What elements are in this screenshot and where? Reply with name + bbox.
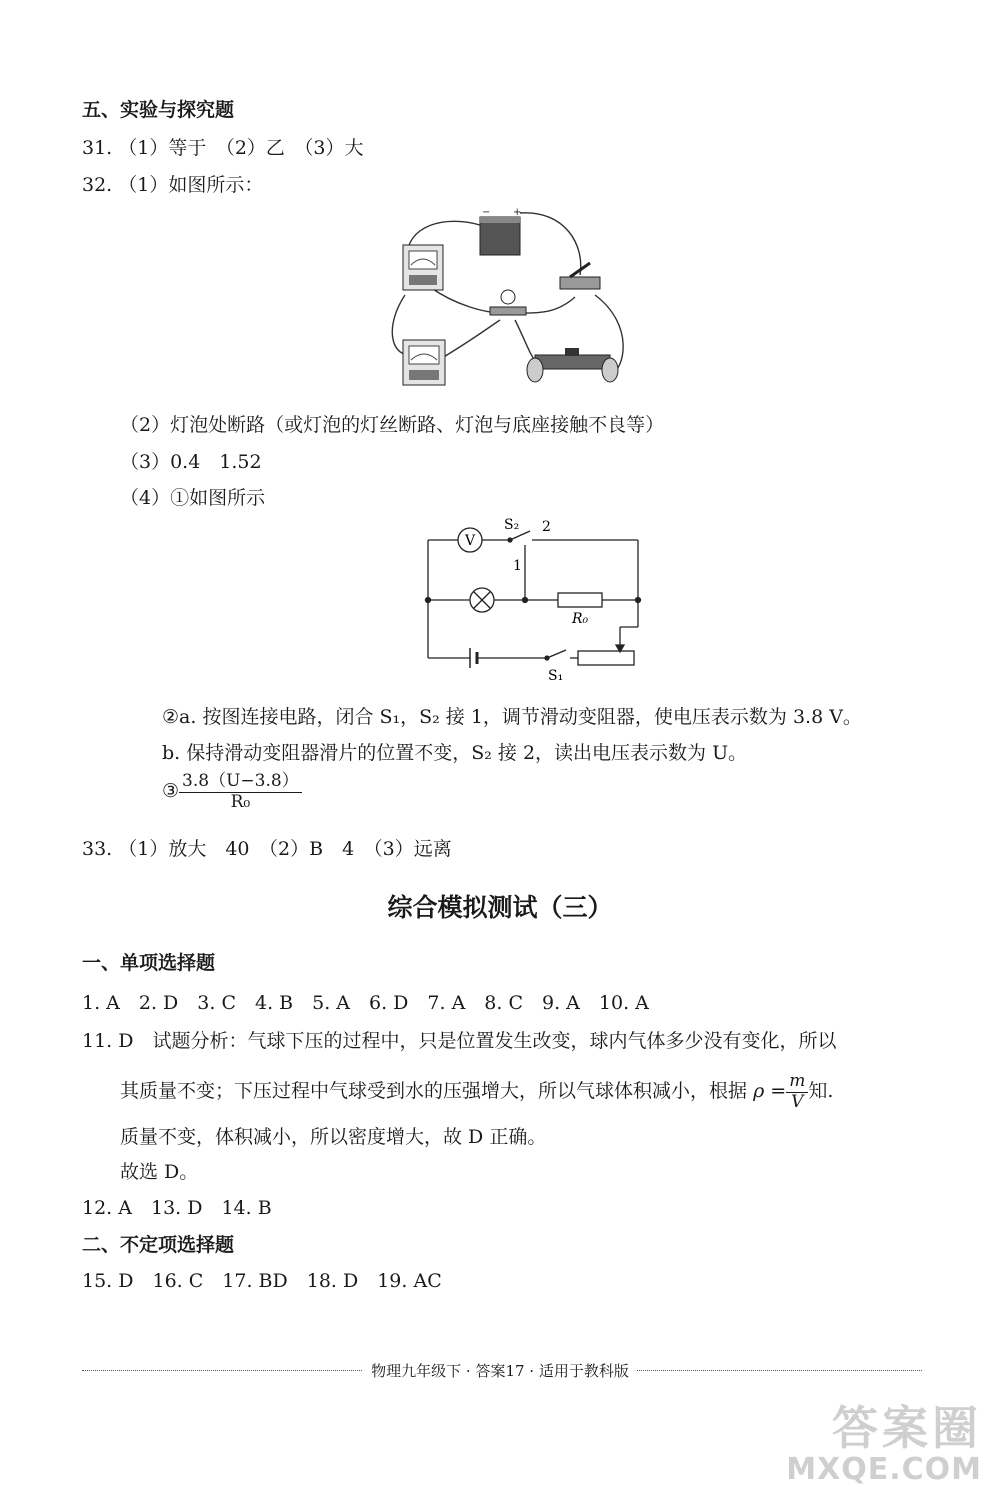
density-fraction bbox=[786, 1072, 808, 1112]
light-bulb-icon bbox=[490, 290, 526, 315]
fraction bbox=[179, 772, 302, 812]
label-r0: R₀ bbox=[572, 611, 589, 627]
section-heading-single-choice: 一、单项选择题 bbox=[82, 952, 216, 974]
resistor-r0 bbox=[558, 593, 602, 607]
battery-icon bbox=[480, 207, 521, 255]
answer-row-12-14: 12. A 13. D 14. B bbox=[82, 1197, 272, 1219]
footer-text: 物理九年级下 · 答案17 · 适用于教科版 bbox=[363, 1362, 637, 1380]
svg-text:+: + bbox=[513, 207, 522, 218]
step-3-prefix: ③ bbox=[162, 780, 180, 803]
q11-text: 其质量不变；下压过程中气球受到水的压强增大，所以气球体积减小，根据 bbox=[120, 1080, 748, 1103]
answer-q32-4: （4）①如图所示 bbox=[120, 487, 266, 509]
fraction-numerator: 3.8（U−3.8） bbox=[179, 772, 302, 793]
label-2: 2 bbox=[542, 519, 551, 535]
switch-s1 bbox=[547, 650, 566, 658]
section-heading-experiment: 五、实验与探究题 bbox=[82, 99, 235, 121]
answer-q33: 33. （1）放大 40 （2）B 4 （3）远离 bbox=[82, 838, 452, 860]
step-a: ②a. 按图连接电路，闭合 S₁，S₂ 接 1，调节滑动变阻器，使电压表示数为 3.8 V。 bbox=[162, 706, 862, 728]
rheostat-symbol bbox=[578, 651, 634, 665]
answer-q11-line-2 bbox=[120, 1072, 833, 1112]
switch-icon bbox=[560, 263, 600, 289]
label-s2: S₂ bbox=[504, 517, 520, 533]
voltmeter-icon bbox=[403, 340, 445, 385]
answer-q31: 31. （1）等于 （2）乙 （3）大 bbox=[82, 137, 364, 159]
q11-text-end: 知. bbox=[808, 1080, 834, 1103]
fraction-denominator: R₀ bbox=[230, 791, 251, 812]
answer-q11-line-1: 11. D 试题分析：气球下压的过程中，只是位置发生改变，球内气体多少没有变化，所以 bbox=[82, 1030, 837, 1052]
circuit-diagram bbox=[420, 515, 645, 685]
answer-row-15-19: 15. D 16. C 17. BD 18. D 19. AC bbox=[82, 1270, 442, 1292]
answer-q11-line-4: 故选 D。 bbox=[120, 1161, 199, 1183]
rheostat-icon bbox=[527, 348, 618, 382]
step-b: b. 保持滑动变阻器滑片的位置不变，S₂ 接 2，读出电压表示数为 U。 bbox=[162, 742, 748, 764]
answer-row-1-10: 1. A 2. D 3. C 4. B 5. A 6. D 7. A 8. C 9. A 10. A bbox=[82, 992, 649, 1014]
step-3-formula bbox=[162, 772, 302, 812]
watermark-url: MXQE.COM bbox=[786, 1452, 982, 1487]
answer-q32-2: （2）灯泡处断路（或灯泡的灯丝断路、灯泡与底座接触不良等） bbox=[120, 414, 665, 436]
volume-symbol: V bbox=[791, 1091, 804, 1112]
answer-q11-line-3: 质量不变，体积减小，所以密度增大，故 D 正确。 bbox=[120, 1126, 547, 1148]
wire bbox=[515, 320, 535, 360]
watermark-logo bbox=[786, 1392, 982, 1487]
watermark-text: 答案圈 bbox=[832, 1401, 982, 1455]
label-v: V bbox=[464, 533, 476, 549]
equipment-diagram bbox=[385, 205, 635, 400]
test-title: 综合模拟测试（三） bbox=[387, 893, 613, 922]
page-footer bbox=[0, 1360, 1000, 1381]
answer-q32-1: 32. （1）如图所示： bbox=[82, 174, 264, 196]
wire bbox=[520, 213, 581, 275]
label-1: 1 bbox=[513, 558, 522, 574]
svg-text:−: − bbox=[482, 207, 491, 218]
mass-symbol: m bbox=[786, 1072, 808, 1093]
label-s1: S₁ bbox=[548, 668, 564, 684]
section-heading-multi-choice: 二、不定项选择题 bbox=[82, 1234, 235, 1256]
density-symbol: ρ = bbox=[753, 1080, 787, 1103]
answer-q32-3: （3）0.4 1.52 bbox=[120, 451, 262, 473]
ammeter-icon bbox=[403, 245, 443, 290]
